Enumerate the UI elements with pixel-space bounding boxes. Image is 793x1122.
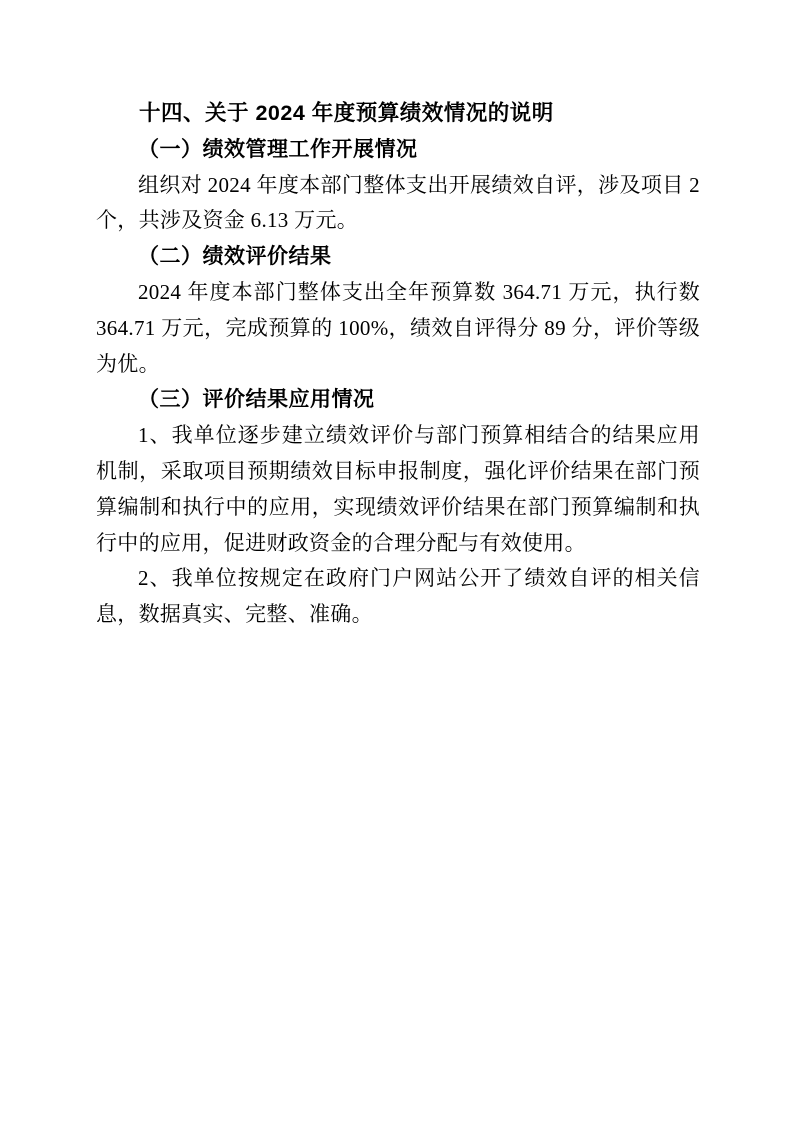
section-2-heading: （二）绩效评价结果 — [138, 245, 332, 269]
document-title: 十四、关于 2024 年度预算绩效情况的说明 — [139, 101, 554, 125]
section-1-heading: （一）绩效管理工作开展情况 — [138, 137, 418, 161]
section-3-paragraph-1: 1、我单位逐步建立绩效评价与部门预算相结合的结果应用机制，采取项目预期绩效目标申报制度，强化评价结果在部门预算编制和执行中的应用，实现绩效评价结果在部门预算编制和执行中的应用，促进财政资金的合理分配与有效使用。 — [96, 423, 700, 555]
section-1-paragraph: 组织对 2024 年度本部门整体支出开展绩效自评，涉及项目 2 个，共涉及资金 6.13 万元。 — [96, 172, 700, 233]
section-2-paragraph: 2024 年度本部门整体支出全年预算数 364.71 万元，执行数 364.71 万元，完成预算的 100%，绩效自评得分 89 分，评价等级为优。 — [96, 279, 700, 376]
section-3-heading: （三）评价结果应用情况 — [138, 388, 375, 412]
section-3-paragraph-2: 2、我单位按规定在政府门户网站公开了绩效自评的相关信息，数据真实、完整、准确。 — [96, 566, 700, 627]
